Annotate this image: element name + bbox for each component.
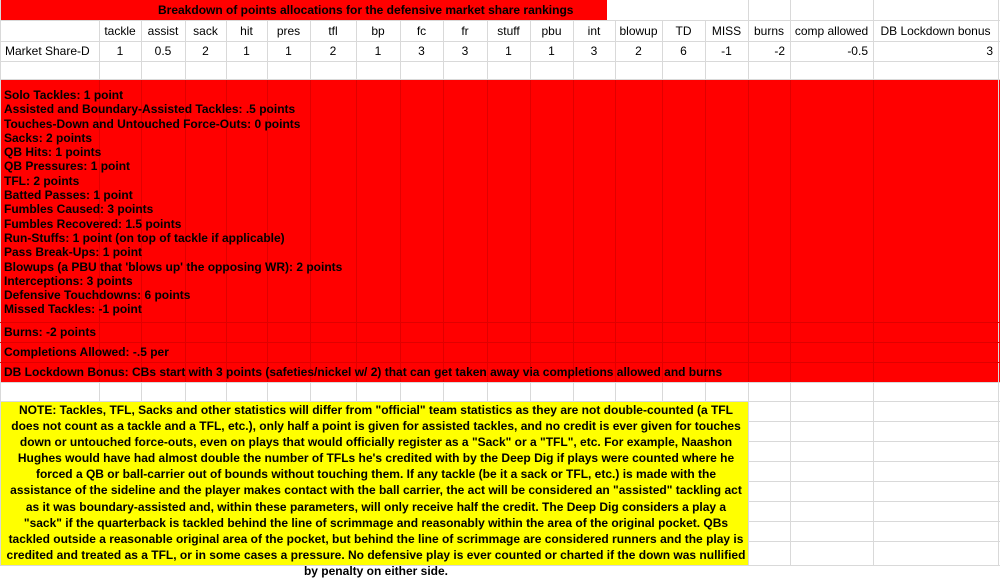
header-stuff[interactable]: stuff: [497, 24, 520, 38]
rule-db-lockdown-bonus[interactable]: DB Lockdown Bonus: CBs start with 3 points (safeties/nickel w/ 2) that can get taken away via completions allowed and burns: [4, 365, 723, 379]
rule-sacks: Sacks: 2 points: [4, 130, 93, 145]
header-sack[interactable]: sack: [193, 24, 218, 38]
value-stuff[interactable]: 1: [505, 44, 512, 58]
header-tackle[interactable]: tackle: [104, 24, 136, 38]
header-pbu[interactable]: pbu: [541, 24, 562, 38]
rule-run-stuffs: Run-Stuffs: 1 point (on top of tackle if applicable): [4, 230, 285, 245]
rule-fumbles-recovered: Fumbles Recovered: 1.5 points: [4, 216, 182, 231]
rule-assisted-tackles: Assisted and Boundary-Assisted Tackles: .5 points: [4, 102, 296, 117]
header-miss[interactable]: MISS: [711, 24, 742, 38]
value-pres[interactable]: 1: [285, 44, 292, 58]
rule-fumbles-caused: Fumbles Caused: 3 points: [4, 202, 154, 217]
value-fr[interactable]: 3: [461, 44, 469, 58]
rule-burns[interactable]: Burns: -2 points: [4, 325, 96, 339]
header-tfl[interactable]: tfl: [328, 24, 338, 38]
rule-touches-down: Touches-Down and Untouched Force-Outs: 0 points: [4, 116, 301, 131]
header-fc[interactable]: fc: [416, 24, 427, 38]
header-bp[interactable]: bp: [371, 24, 385, 38]
header-int[interactable]: int: [587, 24, 601, 38]
row-label-market-share-d[interactable]: Market Share-D: [5, 44, 90, 58]
header-burns[interactable]: burns: [753, 24, 785, 38]
rule-pass-break-ups: Pass Break-Ups: 1 point: [4, 245, 143, 260]
value-blowup[interactable]: 2: [635, 44, 642, 58]
note-text[interactable]: NOTE: Tackles, TFL, Sacks and other statistics will differ from "official" team statistics as they are not double-counted (a TFL does not count as a tackle and a TFL, etc.), only half a point is given for assisted tackles, and no credit is ever given for touches down or untouched force-outs, even on plays that would officially register as a "Sack" or a "TFL", etc. For example, Naashon Hughes would have had almost double the number of TFLs he's credited with by the Deep Dig if plays were counted where he forced a QB or ball-carrier out of bounds without touching them. If any tackle (be it a sack or TFL, etc.) is made with the assistance of the sideline and the player makes contact with the ball carrier, the act will be considered an "assisted" tackling act as it was boundary-assisted and, within these parameters, will only receive half the credit. The Deep Dig considers a play a "sack" if the quarterback is tackled behind the line of scrimmage and reasonably within the area of the original pocket. QBs tackled outside a reasonable original area of the pocket, but behind the line of scrimmage are considered runners and the play is credited and treated as a TFL, or in some cases a pressure. No defensive play is ever counted or charted if the down was nullified by penalty on either side.: [6, 403, 746, 578]
rule-blowups: Blowups (a PBU that 'blows up' the opposing WR): 2 points: [4, 259, 343, 274]
header-fr[interactable]: fr: [461, 24, 469, 38]
rule-tfl: TFL: 2 points: [4, 173, 80, 188]
value-pbu[interactable]: 1: [548, 44, 555, 58]
header-comp-allowed[interactable]: comp allowed: [794, 24, 869, 38]
value-comp-allowed[interactable]: -0.5: [847, 44, 868, 58]
sheet-title[interactable]: Breakdown of points allocations for the defensive market share rankings: [158, 3, 574, 17]
value-tackle[interactable]: 1: [116, 44, 124, 58]
header-td[interactable]: TD: [675, 24, 692, 38]
value-bp[interactable]: 1: [374, 44, 382, 58]
rule-solo-tackles: Solo Tackles: 1 point: [4, 88, 124, 102]
rule-qb-pressures: QB Pressures: 1 point: [4, 159, 131, 174]
rule-completions-allowed[interactable]: Completions Allowed: -.5 per: [4, 345, 169, 359]
rule-qb-hits: QB Hits: 1 points: [4, 145, 102, 160]
value-hit[interactable]: 1: [243, 44, 250, 58]
header-db-lockdown-bonus[interactable]: DB Lockdown bonus: [880, 24, 991, 38]
header-hit[interactable]: hit: [240, 24, 253, 38]
value-fc[interactable]: 3: [418, 44, 425, 58]
header-assist[interactable]: assist: [147, 24, 179, 38]
value-sack[interactable]: 2: [202, 44, 209, 58]
points-rules-list[interactable]: [4, 88, 994, 317]
value-db-lockdown-bonus[interactable]: 3: [986, 44, 993, 58]
rule-interceptions: Interceptions: 3 points: [4, 273, 133, 288]
header-pres[interactable]: pres: [276, 24, 301, 38]
value-burns[interactable]: -2: [774, 44, 785, 58]
rule-batted-passes: Batted Passes: 1 point: [4, 188, 133, 203]
value-int[interactable]: 3: [590, 44, 598, 58]
value-miss[interactable]: -1: [721, 44, 732, 58]
value-assist[interactable]: 0.5: [154, 44, 172, 58]
value-td[interactable]: 6: [680, 44, 687, 58]
value-tfl[interactable]: 2: [329, 44, 337, 58]
rule-defensive-touchdowns: Defensive Touchdowns: 6 points: [4, 288, 191, 303]
rule-missed-tackles: Missed Tackles: -1 point: [4, 302, 142, 317]
header-blowup[interactable]: blowup: [619, 24, 658, 38]
